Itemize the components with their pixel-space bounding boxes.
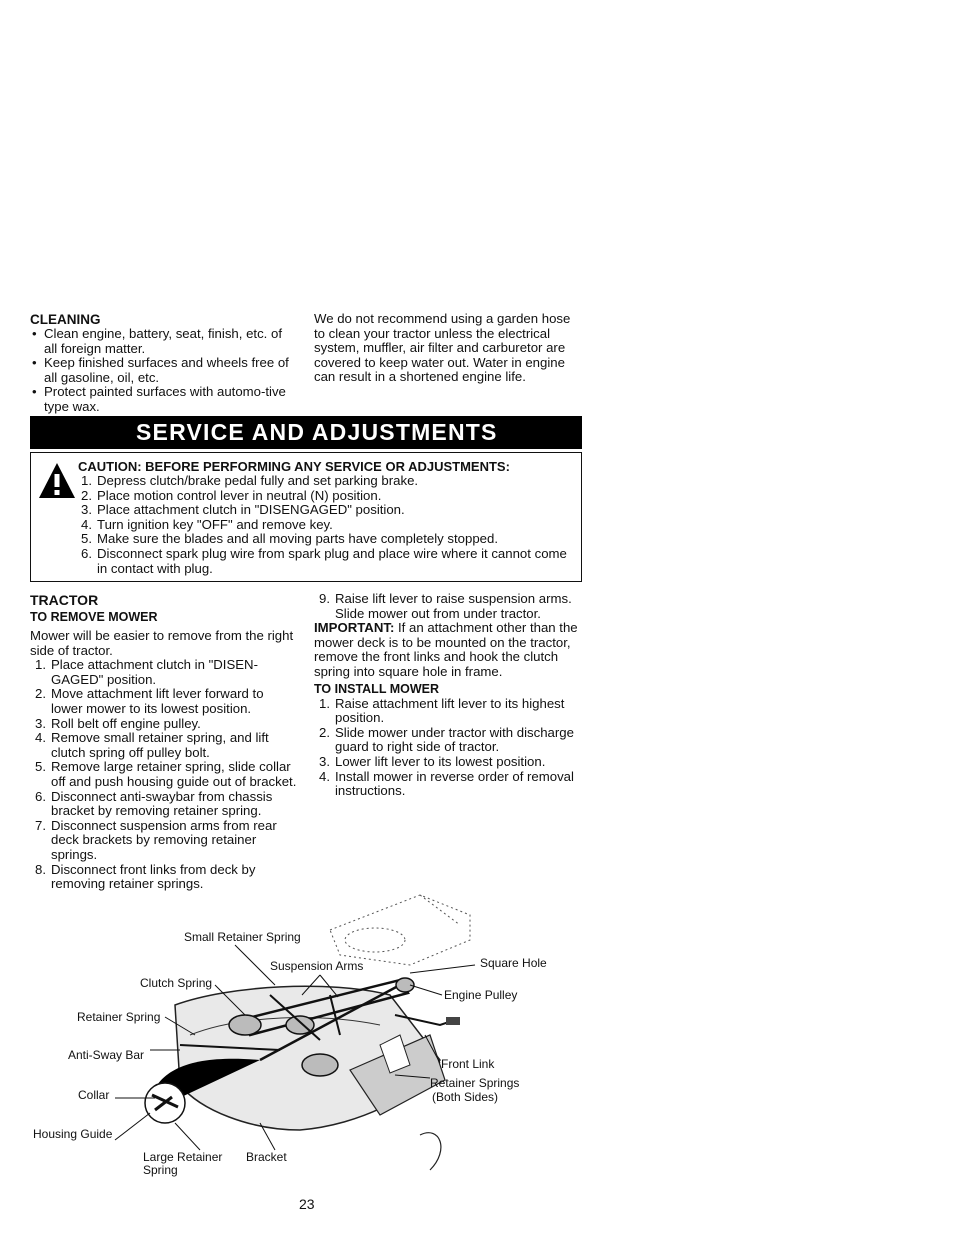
tractor-right-column	[314, 592, 586, 799]
remove-mower-heading: TO REMOVE MOWER	[30, 610, 158, 624]
install-mower-heading: TO INSTALL MOWER	[314, 681, 439, 696]
label-housing-guide: Housing Guide	[33, 1127, 113, 1141]
remove-step: 7. Disconnect suspension arms from rear deck brackets by removing retainer springs.	[35, 817, 277, 862]
banner-title: SERVICE AND ADJUSTMENTS	[136, 419, 498, 445]
remove-step: 9. Raise lift lever to raise suspension arms. Slide mower out from under tractor.	[319, 591, 572, 621]
label-clutch-spring: Clutch Spring	[140, 976, 213, 990]
install-step: 4. Install mower in reverse order of removal instructions.	[319, 768, 574, 799]
install-step: 2. Slide mower under tractor with discharge guard to right side of tractor.	[319, 724, 574, 755]
install-steps	[314, 697, 586, 799]
cleaning-heading: CLEANING	[30, 312, 101, 327]
label-square-hole: Square Hole	[480, 956, 547, 970]
label-large-retainer: Large Retainer	[143, 1150, 223, 1164]
install-step: 1. Raise attachment lift lever to its highest position.	[319, 695, 565, 726]
label-retainer-spring: Retainer Spring	[77, 1010, 161, 1024]
caution-item: 4. Turn ignition key "OFF" and remove key.	[81, 516, 333, 532]
install-step: 3. Lower lift lever to its lowest position.	[319, 753, 546, 769]
cleaning-bullet: • Keep finished surfaces and wheels free of all gasoline, oil, etc.	[30, 356, 292, 385]
remove-step: 3. Roll belt off engine pulley.	[35, 715, 201, 731]
label-collar: Collar	[78, 1088, 110, 1102]
label-front-link: Front Link	[441, 1057, 495, 1071]
remove-intro: Mower will be easier to remove from the right side of tractor.	[30, 628, 294, 658]
caution-item: 1. Depress clutch/brake pedal fully and set parking brake.	[81, 473, 419, 488]
remove-step: 8. Disconnect front links from deck by removing retainer springs.	[35, 861, 256, 892]
caution-item: 6. Disconnect spark plug wire from spark plug and place wire where it cannot come in contact with plug.	[81, 545, 567, 576]
important-label: IMPORTANT:	[314, 620, 395, 636]
remove-step: 2. Move attachment lift lever forward to lower mower to its lowest position.	[35, 686, 264, 716]
remove-step: 6. Disconnect anti-swaybar from chassis bracket by removing retainer spring.	[35, 788, 273, 819]
caution-item: 3. Place attachment clutch in "DISENGAGED" position.	[81, 502, 405, 518]
cleaning-paragraph: We do not recommend using a garden hose to clean your tractor unless the electrical system, muffler, air filter and carburetor are covered to keep water out. Water in engine can result in a shortened engine life.	[314, 311, 571, 385]
label-anti-sway-bar: Anti-Sway Bar	[68, 1048, 145, 1062]
section-banner	[30, 416, 582, 449]
mower-diagram	[0, 885, 600, 1185]
tractor-left-column	[30, 592, 298, 892]
label-small-retainer-spring: Small Retainer Spring	[184, 930, 301, 944]
label-suspension-arms: Suspension Arms	[270, 959, 364, 973]
warning-triangle-icon	[37, 461, 77, 501]
label-spring: Spring	[143, 1163, 178, 1177]
label-both-sides: (Both Sides)	[432, 1090, 499, 1104]
caution-item: 2. Place motion control lever in neutral (N) position.	[81, 487, 382, 503]
caution-box	[30, 452, 582, 582]
label-retainer-springs: Retainer Springs	[430, 1076, 520, 1090]
cleaning-bullet: • Clean engine, battery, seat, finish, etc. of all foreign matter.	[30, 327, 292, 356]
label-engine-pulley: Engine Pulley	[444, 988, 518, 1002]
remove-step: 1. Place attachment clutch in "DISEN-GAGED" position.	[35, 657, 258, 687]
important-text: If an attachment other than the mower deck is to be mounted on the tractor, remove the front links and hook the clutch spring into square hole in frame.	[314, 620, 578, 679]
label-bracket: Bracket	[246, 1150, 287, 1164]
page-number: 23	[299, 1196, 315, 1212]
remove-steps-cont	[314, 592, 586, 621]
caution-list	[76, 474, 578, 576]
cleaning-bullet: • Protect painted surfaces with automo-tive type wax.	[30, 385, 292, 414]
important-note	[314, 621, 586, 679]
cleaning-bullets	[30, 327, 292, 415]
cleaning-section	[30, 312, 292, 415]
remove-step: 4. Remove small retainer spring, and lift clutch spring off pulley bolt.	[35, 730, 269, 760]
caution-item: 5. Make sure the blades and all moving parts have completely stopped.	[81, 531, 498, 547]
remove-step: 5. Remove large retainer spring, slide collar off and push housing guide out of bracket.	[35, 759, 297, 789]
caution-heading: CAUTION: BEFORE PERFORMING ANY SERVICE OR ADJUSTMENTS:	[78, 459, 510, 474]
remove-steps	[30, 658, 298, 892]
tractor-heading: TRACTOR	[30, 592, 99, 608]
